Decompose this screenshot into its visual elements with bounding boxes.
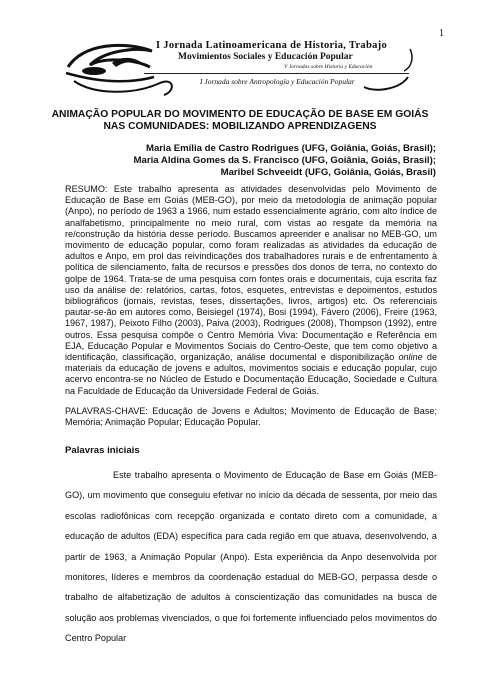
author-1: Maria Emília de Castro Rodrigues (UFG, Goiânia, Goiás, Brasil); <box>145 143 436 154</box>
banner-line-1: I Jornada Latinoamericana de Historia, Trabajo <box>156 40 387 51</box>
conference-banner-logo <box>64 37 416 99</box>
banner-line-4: I Jornada sobre Antropología y Educación Popular <box>200 77 355 86</box>
banner-line-3: V Jornadas sobre Historia y Educación <box>284 64 373 70</box>
abstract-text-part-2: de materiais da educação de jovens e adultos, movimentos sociais e educação popular, cujo acervo encontra-se no Núcleo de Estudo e Documentação Educação, Sociedade e Cultura na Faculdade de Educação da Universidade Federal de Goiás. <box>65 352 438 396</box>
author-list <box>134 143 436 180</box>
author-3: Maribel Schveeidt (UFG, Goiânia, Goiás, Brasil) <box>220 167 436 179</box>
abstract-paragraph <box>65 184 437 397</box>
banner-line-2: Movimientos Sociales y Educación Popular <box>178 52 353 62</box>
section-body-text: Este trabalho apresenta o Movimento de Educação de Base em Goiás (MEB-GO), um movimento que conseguiu efetivar no início da década de sessenta, por meio das escolas radiofônicas com recepção organizada e contato direto com a comunidade, a educação de adultos (EDA) específica para cada região em que atuava, desenvolvendo, a partir de 1963, a Animação Popular (Anpo). Esta experiência da Anpo desenvolvida por monitores, líderes e membros da coordenação estadual do MEB-GO, perpassa desde o trabalho de alfabetização de adultos à conscientização das comunidades na busca de solução aos problemas vivenciados, o que foi fortemente influenciado pelos movimentos do Centro Popular <box>65 470 437 644</box>
title-line-1: ANIMAÇÃO POPULAR DO MOVIMENTO DE EDUCAÇÃO DE BASE EM GOIÁS <box>51 109 429 120</box>
title-line-2: NAS COMUNIDADES: MOBILIZANDO APRENDIZAGENS <box>103 121 377 132</box>
section-body <box>65 465 437 649</box>
banner-rule <box>144 73 409 74</box>
keywords: PALAVRAS-CHAVE: Educação de Jovens e Adultos; Movimento de Educação de Base; Memória; Animação Popular; Educação Popular. <box>65 406 437 428</box>
abstract <box>65 184 437 397</box>
paper-title <box>40 109 440 133</box>
abstract-text-part-1: RESUMO: Este trabalho apresenta as atividades desenvolvidas pelo Movimento de Educação de Base em Goiás (MEB-GO), por meio da metodologia de animação popular (Anpo), no período de 1963 a 1966, num estado essencialmente agrário, com alto índice de analfabetismo, principalmente no meio rural, com vistas ao resgate da memória na re/construção da história desse período. Buscamos apreender e analisar no MEB-GO, um movimento de educação popular, como foram realizadas as atividades da educação de adultos e Anpo, em prol das reivindicações dos trabalhadores rurais e de enfrentamento à política de silenciamento, falta de recursos e pressões dos donos de terra, no contexto do golpe de 1964. Trata-se de uma pesquisa com fontes orais e documentais, cuja escrita faz uso da análise de: relatórios, cartas, fotos, esquetes, entrevistas e depoimentos, estudos bibliográficos (jornais, revistas, teses, dissertações, livros, artigos) etc. Os referenciais pautar-se-ão em autores como, Beisiegel (1974), Bosi (1994), Fávero (2006), Freire (1963, 1967, 1987), Peixoto Filho (2003), Paiva (2003), Rodrigues (2008), Thompson (1992), entre outros. Essa pesquisa compõe o Centro Memória Viva: Documentação e Referência em EJA, Educação Popular e Movimentos Sociais do Centro-Oeste, que tem como objetivo a identificação, classificação, organização, análise documental e disponibilização <box>65 184 437 363</box>
page-number: 1 <box>439 28 444 39</box>
abstract-online-term: online <box>398 352 423 363</box>
author-2: Maria Aldina Gomes da S. Francisco (UFG, Goiânia, Goiás, Brasil); <box>133 155 436 167</box>
section-heading: Palavras iniciais <box>65 445 140 456</box>
